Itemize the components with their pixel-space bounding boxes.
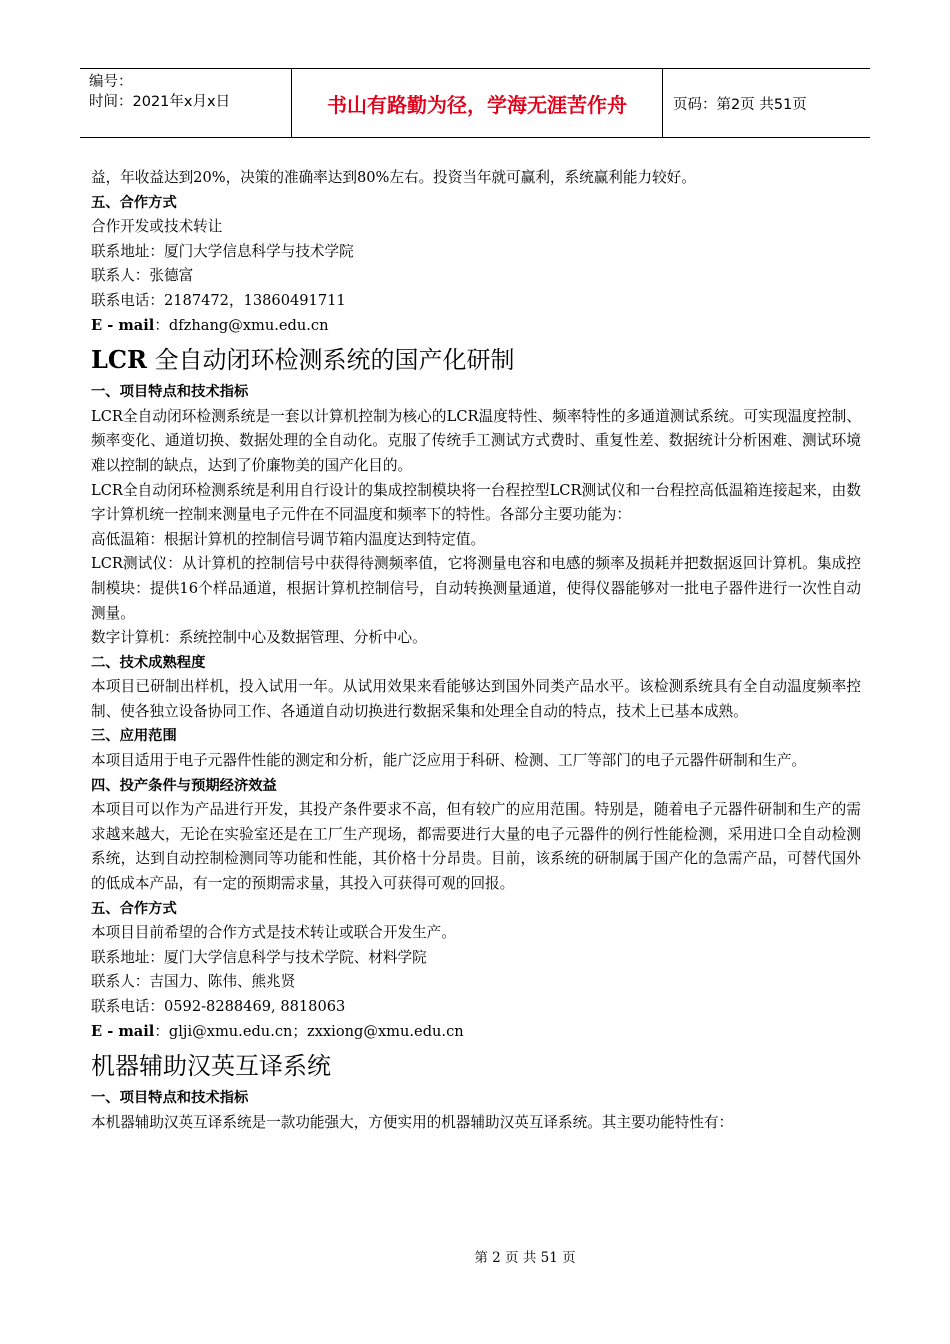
section-heading: 五、合作方式 bbox=[91, 900, 177, 917]
contact-person: 联系人：吉国力、陈伟、熊兆贤 bbox=[91, 973, 296, 991]
contact-phone: 联系电话：2187472，13860491711 bbox=[91, 291, 346, 309]
section-heading: 三、应用范围 bbox=[91, 728, 177, 745]
header-number: 编号： bbox=[89, 74, 133, 90]
email-label: E - mail bbox=[91, 1022, 155, 1040]
email-value: ：glji@xmu.edu.cn；zxxiong@xmu.edu.cn bbox=[154, 1022, 464, 1040]
contact-address: 联系地址：厦门大学信息科学与技术学院 bbox=[91, 242, 354, 260]
project-title-rest: 全自动闭环检测系统的国产化研制 bbox=[146, 346, 515, 375]
section-heading: 一、项目特点和技术指标 bbox=[91, 384, 249, 401]
paragraph: 本项目可以作为产品进行开发，其投产条件要求不高，但有较广的应用范围。特别是，随着电子元器件研制和生产的需求越来越大，无论在实验室还是在工厂生产现场，都需要进行大量的电子元器件的例行性能检测，采用进口全自动检测系统，达到自动控制检测同等功能和性能，其价格十分昂贵。目前，该系统的研制属于国产化的急需产品，可替代国外的低成本产品，有一定的预期需求量，其投入可获得可观的回报。 bbox=[91, 801, 861, 893]
contact-email bbox=[91, 1020, 861, 1045]
paragraph: LCR全自动闭环检测系统是利用自行设计的集成控制模块将一台程控型LCR测试仪和一台程控高低温箱连接起来，由数字计算机统一控制来测量电子元件在不同温度和频率下的特性。各部分主要功能为： bbox=[91, 481, 861, 524]
cooperation-text: 合作开发或技术转让 bbox=[91, 218, 223, 236]
contact-person: 联系人：张德富 bbox=[91, 267, 194, 285]
contact-address: 联系地址：厦门大学信息科学与技术学院、材料学院 bbox=[91, 948, 427, 966]
section-heading: 四、投产条件与预期经济效益 bbox=[91, 777, 277, 794]
section-heading: 二、技术成熟程度 bbox=[91, 654, 206, 671]
paragraph: 本项目适用于电子元器件性能的测定和分析，能广泛应用于科研、检测、工厂等部门的电子元器件研制和生产。 bbox=[91, 752, 807, 770]
paragraph: LCR全自动闭环检测系统是一套以计算机控制为核心的LCR温度特性、频率特性的多通道测试系统。可实现温度控制、频率变化、通道切换、数据处理的全自动化。克服了传统手工测试方式费时、重复性差、数据统计分析困难、测试环境难以控制的缺点，达到了价廉物美的国产化目的。 bbox=[91, 407, 861, 474]
contact-email bbox=[91, 314, 861, 339]
header-meta bbox=[80, 69, 292, 137]
header-time: 时间：2021年x月x日 bbox=[89, 94, 231, 110]
project-title bbox=[91, 343, 861, 377]
page-footer bbox=[0, 1246, 950, 1266]
paragraph: 本项目目前希望的合作方式是技术转让或联合开发生产。 bbox=[91, 924, 456, 942]
email-label: E - mail bbox=[91, 316, 155, 334]
continuation-paragraph: 益，年收益达到20%，决策的准确率达到80%左右。投资当年就可赢利，系统赢利能力较好。 bbox=[91, 169, 696, 186]
footer-page-number: 第 2 页 共 51 页 bbox=[474, 1250, 576, 1266]
email-value: ：dfzhang@xmu.edu.cn bbox=[154, 316, 329, 334]
paragraph: 高低温箱：根据计算机的控制信号调节箱内温度达到特定值。 bbox=[91, 530, 486, 548]
header-motto: 书山有路勤为径，学海无涯苦作舟 bbox=[292, 69, 663, 137]
section-heading: 一、项目特点和技术指标 bbox=[91, 1090, 249, 1107]
project-title: 机器辅助汉英互译系统 bbox=[91, 1052, 331, 1081]
paragraph: 本项目已研制出样机，投入试用一年。从试用效果来看能够达到国外同类产品水平。该检测系统具有全自动温度频率控制、使各独立设备协同工作、各通道自动切换进行数据采集和处理全自动的特点，技术上已基本成熟。 bbox=[91, 678, 861, 720]
document-body bbox=[91, 166, 861, 1135]
section-heading: 五、合作方式 bbox=[91, 194, 177, 211]
project-title-latin: LCR bbox=[91, 345, 147, 375]
header-page-info: 页码：第2页 共51页 bbox=[673, 96, 807, 113]
paragraph: LCR测试仪：从计算机的控制信号中获得待测频率值，它将测量电容和电感的频率及损耗并把数据返回计算机。集成控制模块：提供16个样品通道，根据计算机控制信号，自动转换测量通道，使得仪器能够对一批电子器件进行一次性自动测量。 bbox=[91, 555, 861, 622]
paragraph: 数字计算机：系统控制中心及数据管理、分析中心。 bbox=[91, 629, 427, 647]
paragraph: 本机器辅助汉英互译系统是一款功能强大，方便实用的机器辅助汉英互译系统。其主要功能特性有： bbox=[91, 1113, 734, 1131]
header-table bbox=[80, 68, 870, 138]
contact-phone: 联系电话：0592-8288469, 8818063 bbox=[91, 998, 346, 1015]
